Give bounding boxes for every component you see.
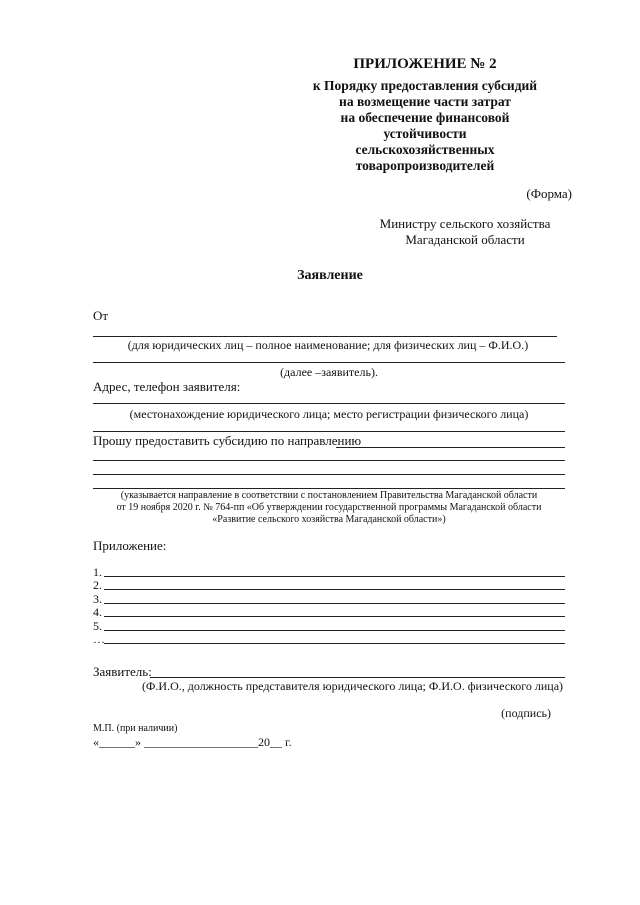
form-label: (Форма) xyxy=(526,186,572,201)
request-line[interactable] xyxy=(93,474,565,475)
applicant-line[interactable] xyxy=(150,677,565,678)
attachment-number: 3. xyxy=(93,592,102,606)
address-label: Адрес, телефон заявителя: xyxy=(93,379,241,394)
attachment-number: 1. xyxy=(93,565,102,579)
direction-note: от 19 ноября 2020 г. № 764-пп «Об утверждении государственной программы Магаданской области xyxy=(116,502,542,513)
direction-note: (указывается направление в соответствии с постановлением Правительства Магаданской области xyxy=(120,490,538,501)
request-direction-line[interactable] xyxy=(336,447,565,448)
attachment-line[interactable] xyxy=(104,630,565,631)
attachment-line[interactable] xyxy=(104,589,565,590)
annex-line: на возмещение части затрат xyxy=(339,94,511,109)
hereinafter-text: (далее –заявитель). xyxy=(280,365,378,379)
annex-line: устойчивости xyxy=(383,126,467,141)
direction-note: «Развитие сельского хозяйства Магаданской области») xyxy=(212,514,446,525)
request-line[interactable] xyxy=(93,488,565,489)
address-line-2[interactable] xyxy=(93,431,565,432)
applicant-label: Заявитель: xyxy=(93,664,152,679)
attachment-line[interactable] xyxy=(104,603,565,604)
attachment-label: Приложение: xyxy=(93,538,167,553)
applicant-hint: (Ф.И.О., должность представителя юридического лица; Ф.И.О. физического лица) xyxy=(141,679,564,693)
addressee-line: Магаданской области xyxy=(405,232,525,247)
from-name-line[interactable] xyxy=(93,336,557,337)
annex-line: к Порядку предоставления субсидий xyxy=(312,78,538,93)
addressee-line: Министру сельского хозяйства xyxy=(379,216,551,231)
annex-title: ПРИЛОЖЕНИЕ № 2 xyxy=(353,56,497,72)
attachment-number: 2. xyxy=(93,578,102,592)
annex-line: сельскохозяйственных xyxy=(355,142,495,157)
document-title: Заявление xyxy=(297,268,363,283)
attachment-line[interactable] xyxy=(104,643,565,644)
annex-line: на обеспечение финансовой xyxy=(340,110,510,125)
from-label: От xyxy=(93,308,109,323)
attachment-number: 5. xyxy=(93,619,102,633)
stamp-label: М.П. (при наличии) xyxy=(93,723,178,734)
from-name-line-2[interactable] xyxy=(93,362,565,363)
attachment-number: 4. xyxy=(93,605,102,619)
attachment-number: … xyxy=(93,632,105,646)
signature-label: (подпись) xyxy=(501,706,551,720)
annex-line: товаропроизводителей xyxy=(355,158,495,173)
address-line[interactable] xyxy=(93,403,565,404)
attachment-line[interactable] xyxy=(104,576,565,577)
request-line[interactable] xyxy=(93,460,565,461)
request-label: Прошу предоставить субсидию по направлению xyxy=(93,433,362,448)
date-line[interactable]: «______» ___________________20__ г. xyxy=(93,735,292,749)
from-hint: (для юридических лиц – полное наименование; для физических лиц – Ф.И.О.) xyxy=(127,338,529,352)
attachment-line[interactable] xyxy=(104,616,565,617)
address-hint: (местонахождение юридического лица; место регистрации физического лица) xyxy=(129,407,529,421)
